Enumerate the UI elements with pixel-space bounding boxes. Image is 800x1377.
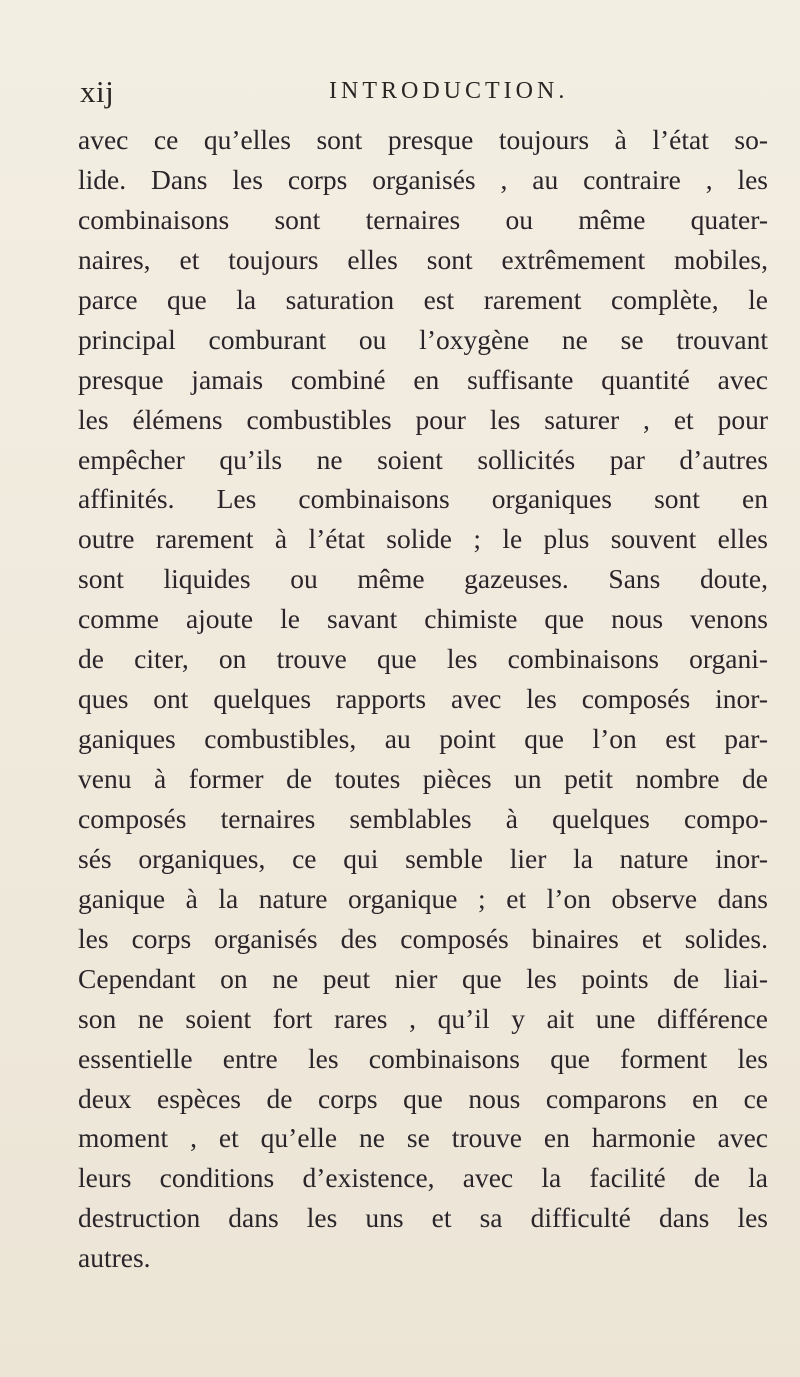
text-line: parce que la saturation est rarement complète, le [78, 283, 768, 315]
text-line: venu à former de toutes pièces un petit nombre de [78, 763, 768, 794]
text-line: les corps organisés des composés binaires et solides. [78, 922, 768, 954]
text-line: sont liquides ou même gazeuses. Sans doute, [78, 563, 768, 595]
text-line: de citer, on trouve que les combinaisons organi- [78, 643, 768, 675]
page-number: xij [80, 74, 115, 109]
text-line: avec ce qu’elles sont presque toujours à l’état so- [78, 124, 768, 155]
text-line: outre rarement à l’état solide ; le plus souvent elles [78, 523, 768, 555]
text-line: destruction dans les uns et sa difficulté dans les [78, 1202, 768, 1234]
body-paragraph [78, 120, 768, 1278]
text-line: son ne soient fort rares , qu’il y ait une différence [78, 1002, 768, 1034]
text-line: sés organiques, ce qui semble lier la nature inor- [78, 842, 768, 874]
text-line: deux espèces de corps que nous comparons en ce [78, 1082, 768, 1114]
running-title: INTRODUCTION. [329, 78, 569, 104]
text-line: lide. Dans les corps organisés , au contraire , les [78, 163, 768, 195]
text-line: affinités. Les combinaisons organiques sont en [78, 483, 768, 515]
text-line: composés ternaires semblables à quelques compo- [78, 802, 768, 834]
text-line: essentielle entre les combinaisons que forment les [78, 1042, 768, 1074]
text-line: presque jamais combiné en suffisante quantité avec [78, 363, 768, 395]
text-line: principal comburant ou l’oxygène ne se trouvant [78, 323, 768, 355]
text-line: ganiques combustibles, au point que l’on est par- [78, 723, 768, 755]
text-line: les élémens combustibles pour les saturer , et pour [78, 403, 768, 435]
text-line: empêcher qu’ils ne soient sollicités par d’autres [78, 443, 768, 475]
text-line: autres. [78, 1242, 151, 1274]
text-line: comme ajoute le savant chimiste que nous venons [78, 603, 768, 635]
text-line: Cependant on ne peut nier que les points de liai- [78, 962, 768, 994]
text-line: leurs conditions d’existence, avec la facilité de la [78, 1162, 768, 1194]
running-head [76, 74, 766, 114]
text-line: moment , et qu’elle ne se trouve en harmonie avec [78, 1122, 768, 1154]
text-line: naires, et toujours elles sont extrêmement mobiles, [78, 243, 768, 275]
text-line: combinaisons sont ternaires ou même quater- [78, 203, 768, 235]
text-line: ques ont quelques rapports avec les composés inor- [78, 683, 768, 715]
text-line: ganique à la nature organique ; et l’on observe dans [78, 882, 768, 914]
